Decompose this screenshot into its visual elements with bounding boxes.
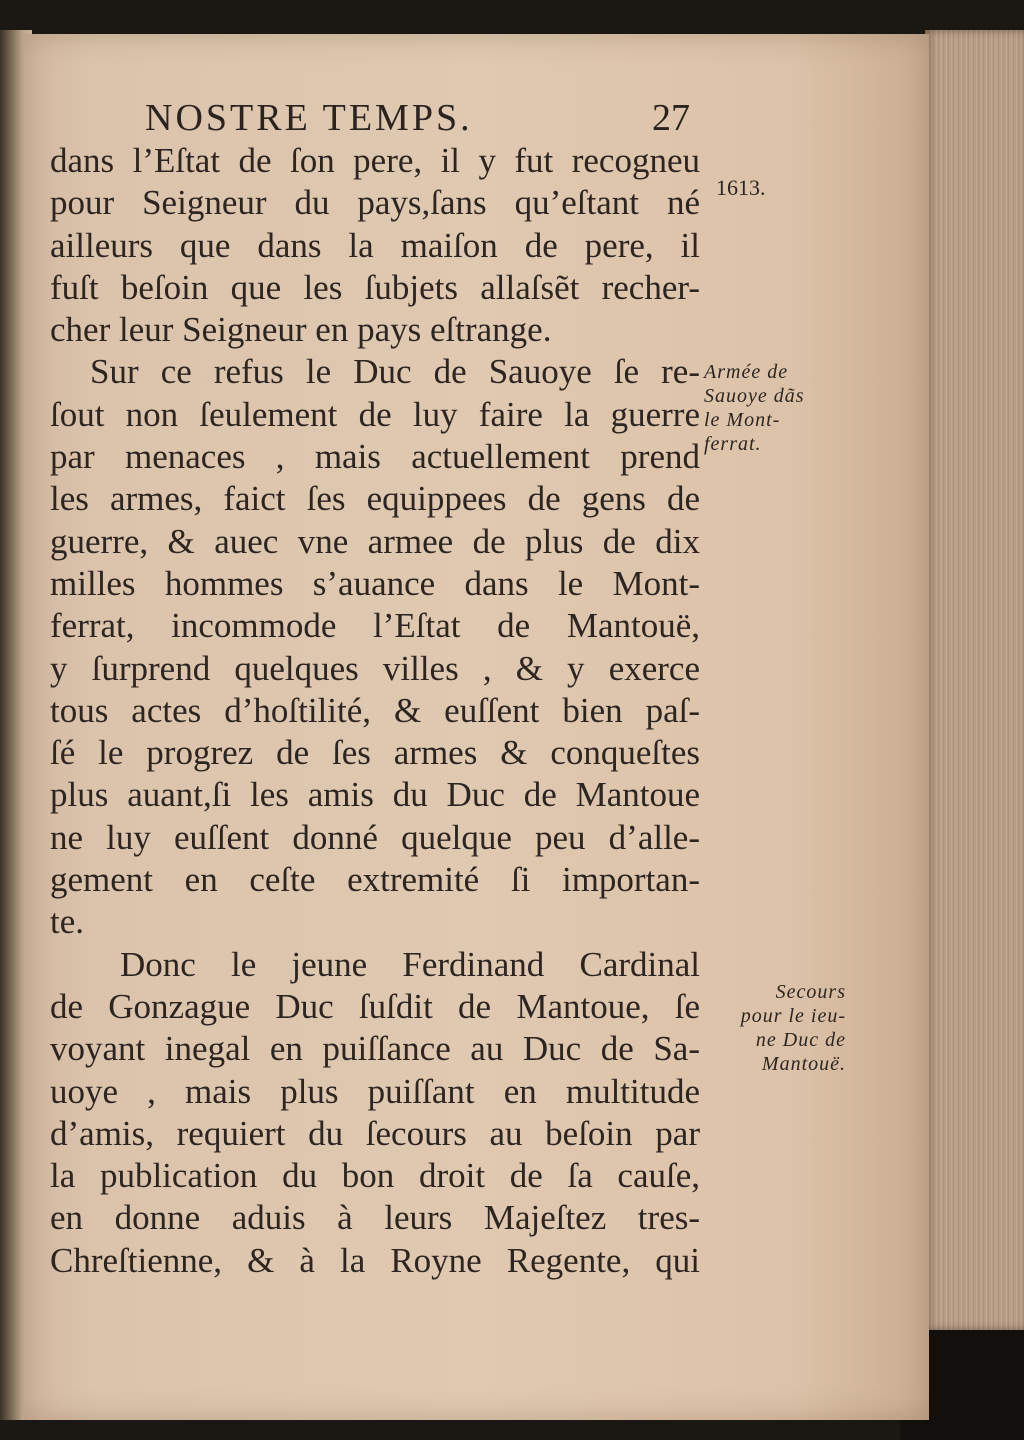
text-line: tous actes d’hoſtilité, & euſſent bien paſ- [50,690,700,730]
page-title: NOSTRE TEMPS. [145,97,473,139]
text-line: voyant inegal en puiſſance au Duc de Sa- [50,1029,700,1069]
margin-note-line: pour le ieu- [740,1005,846,1027]
text-line: les armes, faict ſes equippees de gens de [50,479,700,519]
margin-note-line: Secours [775,981,846,1003]
text-line: gement en ceſte extremité ſi importan- [50,860,700,900]
text-line: cher leur Seigneur en pays eſtrange. [50,310,552,350]
text-line: pour Seigneur du pays,ſans qu’eſtant né [50,183,700,223]
text-line: Sur ce refus le Duc de Sauoye ſe re- [90,352,700,392]
margin-note-secours [706,980,846,1076]
text-line: uoye , mais plus puiſſant en multitude [50,1071,700,1111]
text-line: d’amis, requiert du ſecours au beſoin par [50,1113,700,1153]
text-line: te. [50,902,85,942]
text-line: ailleurs que dans la maiſon de pere, il [50,225,700,265]
text-line: ne luy euſſent donné quelque peu d’alle- [50,817,700,857]
book-fore-edge [925,30,1024,1330]
page-number: 27 [652,97,690,139]
margin-note-armee [704,360,864,456]
body-text [50,140,700,1282]
margin-note-line: Mantouë. [761,1053,846,1075]
text-line: ferrat, incommode l’Eſtat de Mantouë, [50,606,700,646]
text-line: plus auant,ſi les amis du Duc de Mantoue [50,775,700,815]
text-line: ſé le progrez de ſes armes & conqueſtes [50,733,700,773]
text-line: ſout non ſeulement de luy faire la guerre [50,394,700,434]
margin-note-line: le Mont- [704,409,781,431]
margin-note-line: Armée de [704,361,789,383]
text-line: la publication du bon droit de ſa cauſe, [50,1156,700,1196]
margin-note-date: 1613. [716,175,766,200]
margin-note-line: Sauoye dãs [704,385,805,407]
text-line: guerre, & auec vne armee de plus de dix [50,521,700,561]
text-line: en donne aduis à leurs Majeſtez tres- [50,1198,700,1238]
text-line: fuſt beſoin que les ſubjets allaſsẽt recher- [50,267,700,307]
text-line: par menaces , mais actuellement prend [50,437,700,477]
margin-note-line: ferrat. [704,433,762,455]
text-line: Donc le jeune Ferdinand Cardinal [120,944,700,984]
text-line: dans l’Eſtat de ſon pere, il y fut recogneu [50,141,700,180]
text-line: y ſurprend quelques villes , & y exerce [50,648,700,688]
margin-note-line: ne Duc de [755,1029,846,1051]
text-line: de Gonzague Duc ſuſdit de Mantoue, ſe [50,986,700,1026]
text-line: Chreſtienne, & à la Royne Regente, qui [50,1240,700,1280]
text-line: milles hommes s’auance dans le Mont- [50,563,700,603]
running-head [145,96,690,146]
